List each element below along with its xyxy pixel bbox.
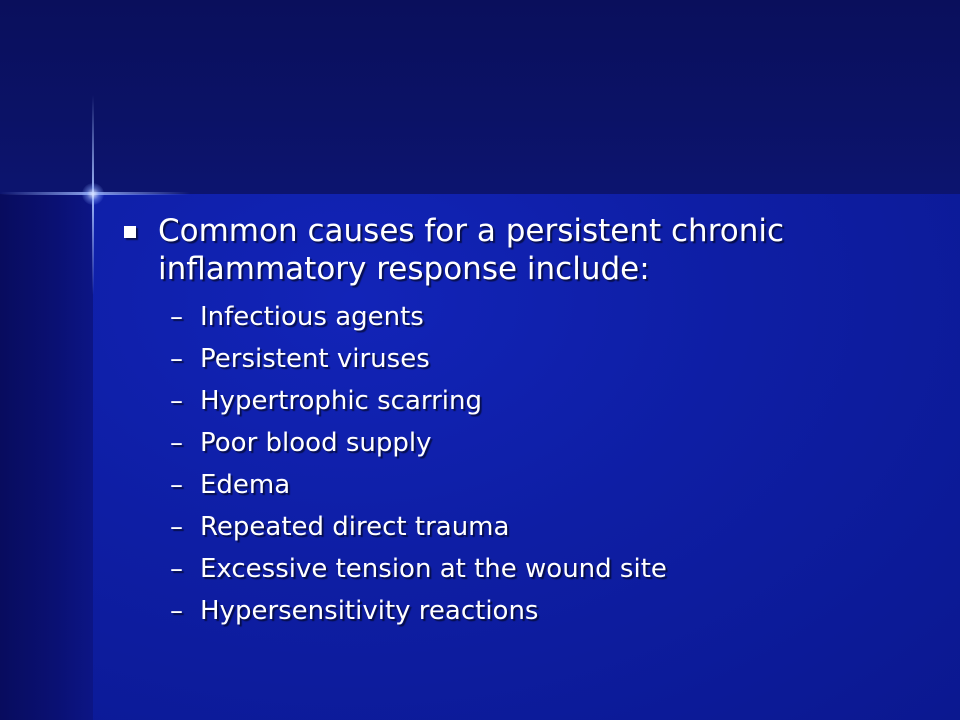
dash-bullet-icon: – [170,596,183,626]
top-background-band [0,0,960,194]
dash-bullet-icon: – [170,344,183,374]
list-item [120,422,920,464]
dash-bullet-icon: – [170,386,183,416]
list-item-text: Persistent viruses [200,344,430,374]
dash-bullet-icon: – [170,512,183,542]
slide-body [120,212,920,632]
list-item-text: Hypertrophic scarring [200,386,483,416]
main-bullet-text: Common causes for a persistent chronic inflammatory response include: [158,213,785,287]
dash-bullet-icon: – [170,554,183,584]
list-item-text: Edema [200,470,291,500]
list-item-text: Poor blood supply [200,428,432,458]
light-flare-core [82,183,104,205]
sub-bullet-list [120,296,920,632]
dash-bullet-icon: – [170,428,183,458]
square-bullet-icon [124,226,136,238]
list-item [120,338,920,380]
list-item-text: Excessive tension at the wound site [200,554,667,584]
list-item [120,464,920,506]
list-item [120,380,920,422]
list-item [120,590,920,632]
list-item [120,296,920,338]
dash-bullet-icon: – [170,470,183,500]
list-item [120,506,920,548]
list-item-text: Infectious agents [200,302,424,332]
list-item-text: Repeated direct trauma [200,512,510,542]
list-item-text: Hypersensitivity reactions [200,596,539,626]
dash-bullet-icon: – [170,302,183,332]
main-bullet [120,212,920,288]
list-item [120,548,920,590]
